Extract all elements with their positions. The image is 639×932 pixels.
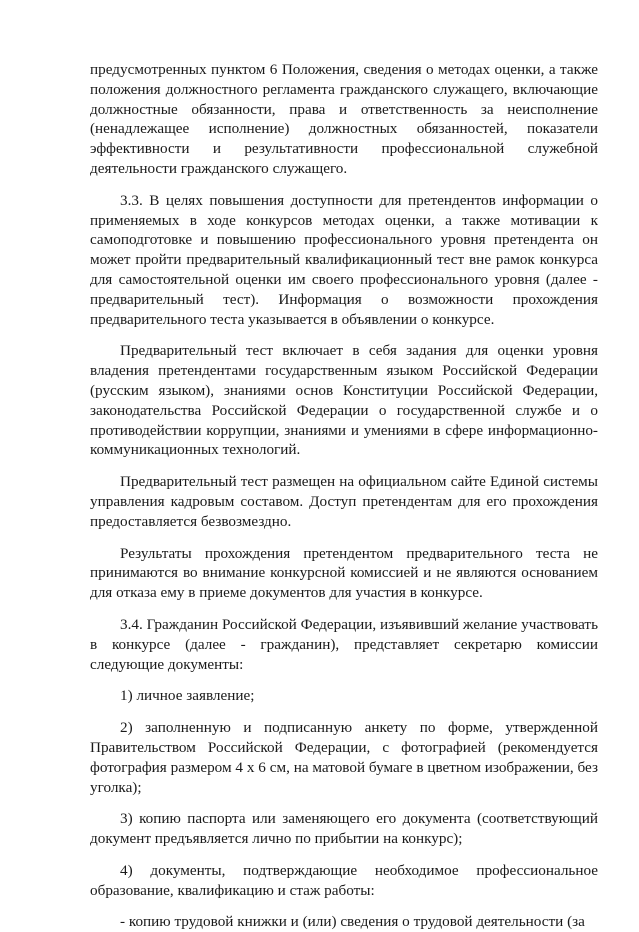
paragraph-5: Результаты прохождения претендентом предварительного теста не принимаются во внимание конкурсной комиссией и не являются основанием для отказа ему в приеме документов для участия в конкурсе. [90,544,598,602]
list-item-2: 2) заполненную и подписанную анкету по форме, утвержденной Правительством Российской Федерации, с фотографией (рекомендуется фотография размером 4 х 6 см, на матовой бумаге в цветном изображении, без уголка); [90,719,598,796]
paragraph-1: предусмотренных пунктом 6 Положения, сведения о методах оценки, а также положения должностного регламента гражданского служащего, включающие должностные обязанности, права и ответственность за неисполнение (ненадлежащее исполнение) должностных обязанностей, показатели эффективности и результативности профессиональной служебной деятельности гражданского служащего. [90,61,598,177]
sub-item-1: - копию трудовой книжки и (или) сведения о трудовой деятельности (за [120,913,585,931]
paragraph-4: Предварительный тест размещен на официальном сайте Единой системы управления кадровым составом. Доступ претендентам для его прохождения предоставляется безвозмездно. [90,473,598,530]
paragraph-3: Предварительный тест включает в себя задания для оценки уровня владения претендентами государственным языком Российской Федерации (русским языком), знаниями основ Конституции Российской Федерации, законодательства Российской Федерации о государственной службе и о противодействии коррупции, знаниями и умениями в сфере информационно-коммуникационных технологий. [90,342,598,459]
list-item-1: 1) личное заявление; [120,687,255,705]
list-item-4: 4) документы, подтверждающие необходимое профессиональное образование, квалификацию и стаж работы: [90,861,598,899]
document-page [90,60,598,932]
list-item-3: 3) копию паспорта или заменяющего его документа (соответствующий документ предъявляется лично по прибытии на конкурс); [90,810,598,848]
paragraph-2: 3.3. В целях повышения доступности для претендентов информации о применяемых в ходе конкурсов методах оценки, а также мотивации к самоподготовке и повышению профессионального уровня претендента он может пройти предварительный квалификационный тест вне рамок конкурса для самостоятельной оценки им своего профессионального уровня (далее - предварительный тест). Информация о возможности прохождения предварительного теста указывается в объявлении о конкурсе. [90,191,598,328]
paragraph-6: 3.4. Гражданин Российской Федерации, изъявивший желание участвовать в конкурсе (далее - гражданин), представляет секретарю комиссии следующие документы: [90,615,598,673]
